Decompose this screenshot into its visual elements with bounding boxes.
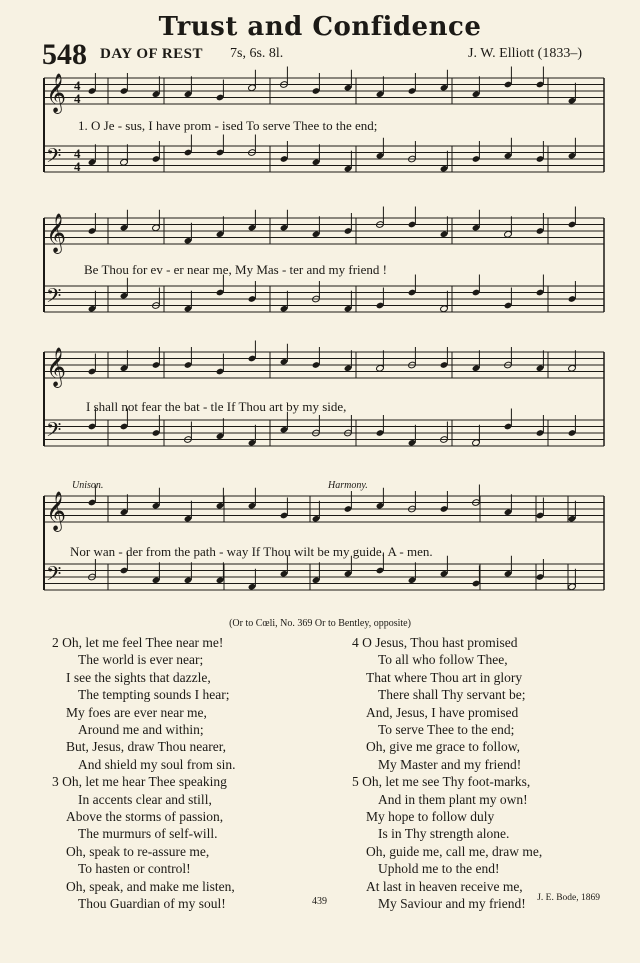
verse-line: 2 Oh, let me feel Thee near me! [52, 635, 224, 650]
verse-line: There shall Thy servant be; [378, 687, 526, 703]
verse-line: The murmurs of self-will. [78, 826, 218, 842]
svg-text:4: 4 [74, 159, 81, 174]
verses-left-column [52, 634, 342, 913]
svg-text:4: 4 [74, 78, 81, 93]
verse-line: And shield my soul from sin. [78, 756, 236, 772]
verse-line: Is in Thy strength alone. [378, 826, 510, 842]
lyric-line-3: I shall not fear the bat - tle If Thou art by my side, [86, 399, 347, 414]
unison-marking: Unison. [72, 480, 104, 491]
svg-text:𝄢: 𝄢 [46, 562, 62, 590]
verse-line: I see the sights that dazzle, [66, 669, 211, 685]
svg-text:𝄞: 𝄞 [46, 347, 67, 387]
svg-text:𝄢: 𝄢 [46, 284, 62, 312]
svg-text:4: 4 [74, 91, 81, 106]
verse-line: To hasten or control! [78, 861, 191, 877]
verse-line: The tempting sounds I hear; [78, 687, 230, 703]
text-attribution: J. E. Bode, 1869 [537, 893, 600, 903]
verse-line: That where Thou art in glory [366, 669, 523, 685]
verse-line: In accents clear and still, [78, 791, 212, 807]
harmony-marking: Harmony. [328, 480, 368, 491]
svg-text:𝄢: 𝄢 [46, 418, 62, 446]
verse-line: Oh, guide me, call me, draw me, [366, 843, 543, 859]
verse-line: Oh, speak to re-assure me, [66, 843, 210, 859]
meter: 7s, 6s. 8l. [230, 46, 284, 61]
page-number: 439 [312, 896, 327, 907]
lyric-line-1: 1. O Je - sus, I have prom - ised To serve Thee to the end; [78, 118, 378, 133]
tune-name: DAY OF REST [100, 46, 204, 62]
verse-line: Uphold me to the end! [378, 861, 500, 877]
verse-line: To all who follow Thee, [378, 652, 508, 668]
verse-line: My Saviour and my friend! [378, 896, 526, 912]
verse-line: Around me and within; [78, 722, 204, 738]
svg-text:𝄢: 𝄢 [46, 144, 62, 172]
verses-right-column [352, 634, 612, 913]
svg-text:4: 4 [74, 146, 81, 161]
hymn-number: 548 [42, 38, 87, 71]
lyric-line-2: Be Thou for ev - er near me, My Mas - ter and my friend ! [84, 262, 387, 277]
verse-line: My foes are ever near me, [66, 704, 207, 720]
verse-line: 4 O Jesus, Thou hast promised [352, 635, 518, 650]
verse-line: But, Jesus, draw Thou nearer, [66, 739, 227, 755]
verse-line: Above the storms of passion, [66, 809, 224, 825]
verse-line: My Master and my friend! [378, 756, 522, 772]
verse-line: To serve Thee to the end; [378, 722, 515, 738]
verse-line: At last in heaven receive me, [366, 878, 523, 894]
lyric-line-4: Nor wan - der from the path - way If Thou wilt be my guide. A - men. [70, 544, 433, 559]
verse-line: And in them plant my own! [378, 791, 528, 807]
verse-line: 5 Oh, let me see Thy foot-marks, [352, 774, 531, 790]
verse-line: Oh, speak, and make me listen, [66, 878, 235, 894]
hymn-section-title: Trust and Confidence [158, 12, 482, 42]
verse-line: 3 Oh, let me hear Thee speaking [52, 774, 227, 790]
svg-text:𝄞: 𝄞 [46, 73, 67, 113]
verse-line: The world is ever near; [78, 652, 204, 668]
alternate-tunes-note: (Or to Cœli, No. 369 Or to Bentley, opposite) [229, 618, 411, 629]
svg-text:𝄞: 𝄞 [46, 213, 67, 253]
verse-line: My hope to follow duly [366, 809, 495, 825]
composer: J. W. Elliott (1833–) [468, 46, 582, 61]
verse-line: Oh, give me grace to follow, [366, 739, 520, 755]
verse-line: And, Jesus, I have promised [366, 704, 519, 720]
svg-text:𝄞: 𝄞 [46, 491, 67, 531]
verse-line: Thou Guardian of my soul! [78, 896, 226, 912]
